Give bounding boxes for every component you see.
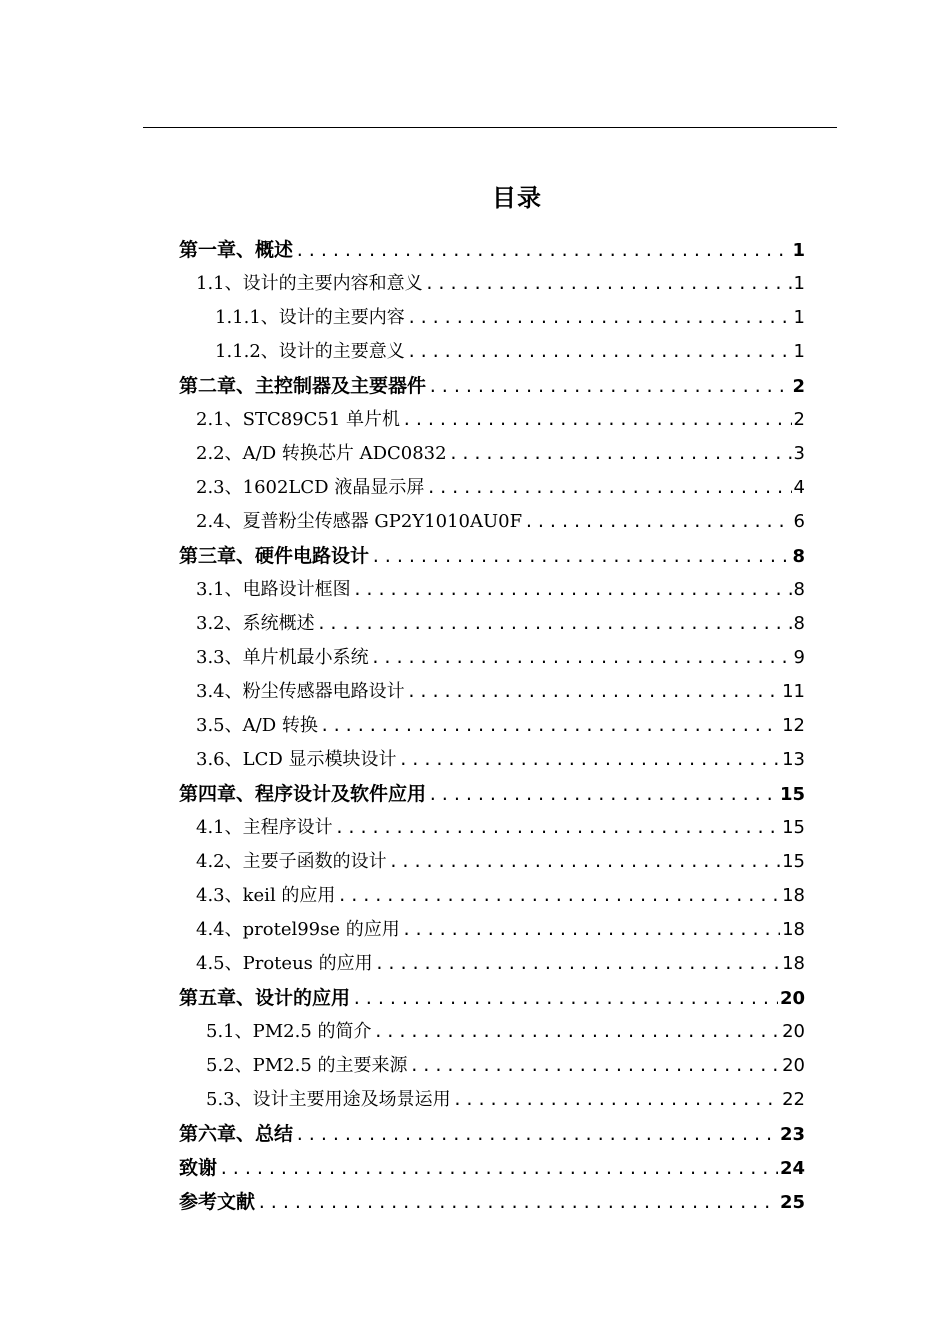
toc-dot-leader <box>295 234 790 267</box>
toc-dot-leader <box>352 982 778 1015</box>
toc-entry-page: 18 <box>782 953 805 974</box>
toc-entry-page: 11 <box>782 681 805 702</box>
toc-dot-leader <box>399 743 781 777</box>
toc-dot-leader <box>353 573 792 607</box>
toc-dot-leader <box>219 1152 778 1185</box>
toc-entry-page: 12 <box>782 715 805 736</box>
toc-entry-page: 18 <box>782 919 805 940</box>
toc-entry-title: 4.1、主程序设计 <box>196 817 333 838</box>
toc-entry[interactable] <box>196 947 805 981</box>
toc-entry-page: 3 <box>793 443 805 464</box>
toc-entry[interactable] <box>206 1049 805 1083</box>
toc-entry-page: 1 <box>793 341 805 362</box>
toc-entry[interactable] <box>196 879 805 913</box>
toc-dot-leader <box>453 1083 780 1117</box>
toc-entry-page: 18 <box>782 885 805 906</box>
toc-entry-title: 第二章、主控制器及主要器件 <box>179 375 427 397</box>
toc-dot-leader <box>371 641 792 675</box>
toc-entry-title: 致谢 <box>179 1157 218 1179</box>
toc-entry-page: 4 <box>793 477 805 498</box>
toc-entry-title: 2.3、1602LCD 液晶显示屏 <box>196 477 425 498</box>
toc-entry[interactable] <box>196 437 805 471</box>
toc-dot-leader <box>317 607 792 641</box>
toc-entry-title: 3.3、单片机最小系统 <box>196 647 369 668</box>
toc-dot-leader <box>410 1049 781 1083</box>
toc-entry[interactable] <box>196 743 805 777</box>
toc-dot-leader <box>407 301 792 335</box>
toc-entry-title: 1.1.2、设计的主要意义 <box>215 341 405 362</box>
toc-title: 目录 <box>492 184 542 212</box>
toc-entry-title: 4.3、keil 的应用 <box>196 885 336 906</box>
toc-entry[interactable] <box>179 233 805 267</box>
toc-entry-page: 20 <box>782 1055 805 1076</box>
toc-entry-title: 第四章、程序设计及软件应用 <box>179 783 427 805</box>
header-rule <box>143 127 837 128</box>
toc-entry-page: 25 <box>779 1192 805 1213</box>
toc-entry-title: 5.3、设计主要用途及场景运用 <box>206 1089 451 1110</box>
toc-entry[interactable] <box>196 471 805 505</box>
toc-entry-title: 1.1、设计的主要内容和意义 <box>196 273 423 294</box>
toc-dot-leader <box>428 778 778 811</box>
toc-entry-page: 1 <box>793 307 805 328</box>
toc-entry[interactable] <box>179 777 805 811</box>
toc-entry-page: 1 <box>793 273 805 294</box>
toc-entry-title: 参考文献 <box>179 1191 256 1213</box>
toc-entry[interactable] <box>196 811 805 845</box>
toc-entry-page: 1 <box>792 240 805 261</box>
toc-entry-page: 8 <box>792 546 805 567</box>
toc-entry[interactable] <box>196 607 805 641</box>
toc-entry-page: 15 <box>782 851 805 872</box>
toc-entry-title: 3.1、电路设计框图 <box>196 579 351 600</box>
toc-entry[interactable] <box>196 675 805 709</box>
toc-dot-leader <box>426 471 791 505</box>
toc-entry[interactable] <box>196 845 805 879</box>
toc-entry[interactable] <box>196 709 805 743</box>
toc-entry[interactable] <box>215 335 805 369</box>
toc-entry-page: 2 <box>793 409 805 430</box>
toc-dot-leader <box>425 267 792 301</box>
toc-entry-title: 4.4、protel99se 的应用 <box>196 919 400 940</box>
toc-dot-leader <box>337 879 780 913</box>
toc-dot-leader <box>374 1015 781 1049</box>
toc-entry-page: 23 <box>779 1124 805 1145</box>
toc-dot-leader <box>449 437 792 471</box>
toc-entry-title: 5.1、PM2.5 的简介 <box>206 1021 372 1042</box>
toc-dot-leader <box>407 675 780 709</box>
toc-entry-page: 2 <box>792 376 805 397</box>
toc-entry-page: 8 <box>793 613 805 634</box>
toc-entry-title: 3.4、粉尘传感器电路设计 <box>196 681 405 702</box>
toc-entry[interactable] <box>196 641 805 675</box>
toc-entry[interactable] <box>179 1151 805 1185</box>
toc-entry-title: 2.1、STC89C51 单片机 <box>196 409 401 430</box>
toc-dot-leader <box>428 370 790 403</box>
toc-entry-page: 24 <box>779 1158 805 1179</box>
toc-dot-leader <box>295 1118 778 1151</box>
toc-dot-leader <box>524 505 791 539</box>
toc-entry-title: 第六章、总结 <box>179 1123 294 1145</box>
toc-entry[interactable] <box>179 369 805 403</box>
toc-dot-leader <box>371 540 790 573</box>
toc-entry-title: 1.1.1、设计的主要内容 <box>215 307 405 328</box>
toc-entry-page: 15 <box>779 784 805 805</box>
toc-entry[interactable] <box>206 1015 805 1049</box>
toc-entry-page: 20 <box>782 1021 805 1042</box>
toc-entry[interactable] <box>196 267 805 301</box>
toc-entry-title: 2.4、夏普粉尘传感器 GP2Y1010AU0F <box>196 511 523 532</box>
toc-entry-title: 第一章、概述 <box>179 239 294 261</box>
toc-entry-page: 13 <box>782 749 805 770</box>
toc-entry-title: 5.2、PM2.5 的主要来源 <box>206 1055 408 1076</box>
toc-entry-page: 8 <box>793 579 805 600</box>
toc-entry-title: 4.5、Proteus 的应用 <box>196 953 373 974</box>
toc-entry-title: 3.5、A/D 转换 <box>196 715 318 736</box>
toc-dot-leader <box>257 1186 778 1219</box>
toc-entry-title: 4.2、主要子函数的设计 <box>196 851 387 872</box>
toc-entry[interactable] <box>179 539 805 573</box>
toc-entry-page: 6 <box>793 511 805 532</box>
toc-entry[interactable] <box>206 1083 805 1117</box>
toc-entry-title: 第三章、硬件电路设计 <box>179 545 370 567</box>
toc-entry-page: 9 <box>793 647 805 668</box>
toc-dot-leader <box>320 709 780 743</box>
toc-dot-leader <box>375 947 780 981</box>
toc-dot-leader <box>402 403 792 437</box>
toc-entry-title: 2.2、A/D 转换芯片 ADC0832 <box>196 443 447 464</box>
toc-entry[interactable] <box>215 301 805 335</box>
toc-entry[interactable] <box>196 573 805 607</box>
toc-entry[interactable] <box>196 913 805 947</box>
toc-entry-title: 第五章、设计的应用 <box>179 987 351 1009</box>
toc-entry-page: 15 <box>782 817 805 838</box>
toc-entry-page: 22 <box>782 1089 805 1110</box>
toc-entry-title: 3.6、LCD 显示模块设计 <box>196 749 397 770</box>
toc-entry[interactable] <box>179 1185 805 1219</box>
toc-entry-page: 20 <box>779 988 805 1009</box>
toc-entry[interactable] <box>179 1117 805 1151</box>
toc-entry-title: 3.2、系统概述 <box>196 613 315 634</box>
toc-entry[interactable] <box>179 981 805 1015</box>
toc-dot-leader <box>389 845 780 879</box>
toc-dot-leader <box>407 335 792 369</box>
toc-dot-leader <box>335 811 780 845</box>
toc-dot-leader <box>402 913 780 947</box>
toc-entry[interactable] <box>196 505 805 539</box>
toc-entry[interactable] <box>196 403 805 437</box>
